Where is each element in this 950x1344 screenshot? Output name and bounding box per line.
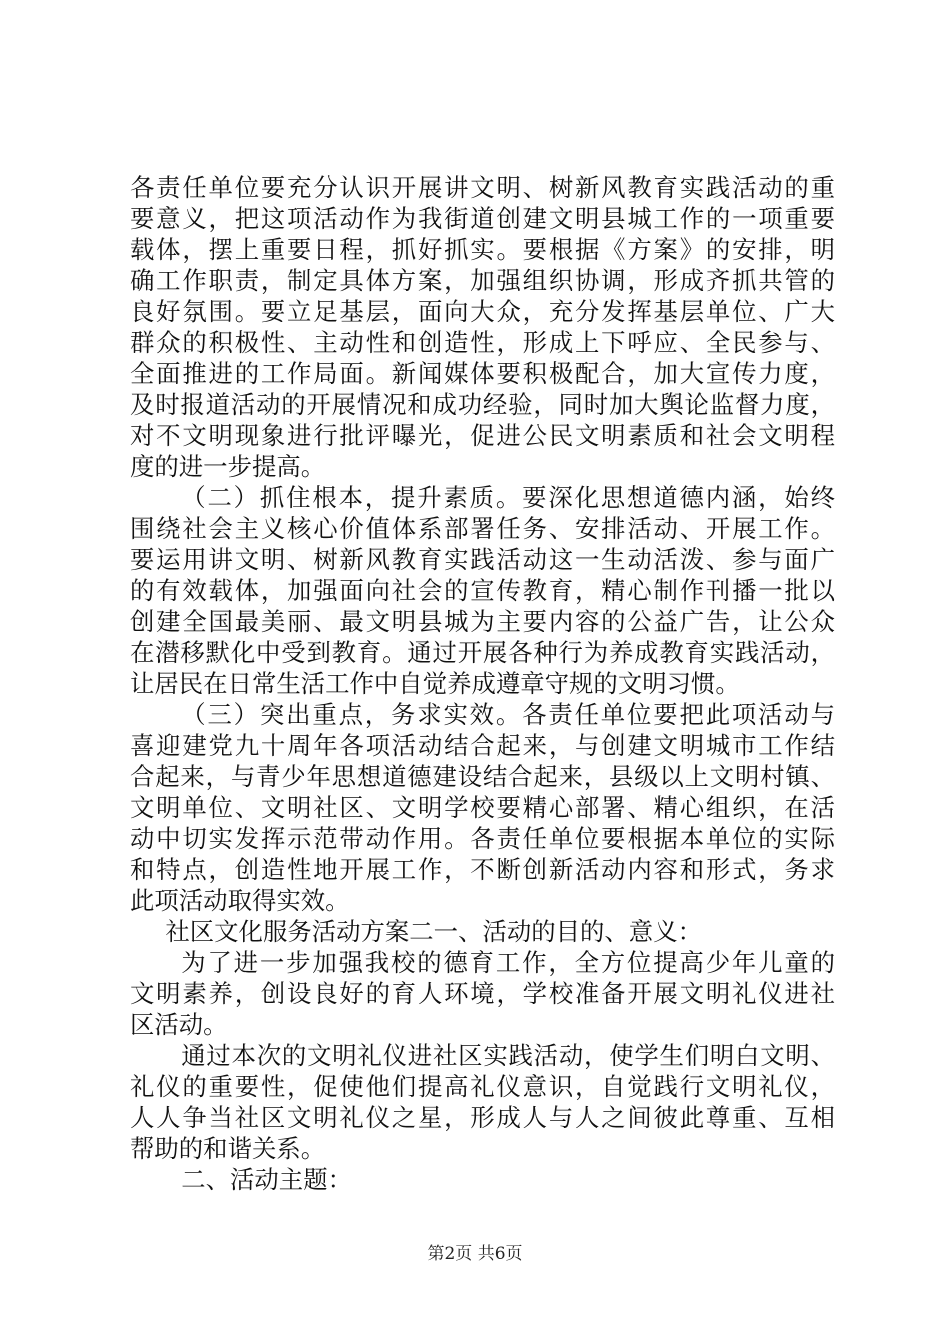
paragraph-line: （二）抓住根本，提升素质。要深化思想道德内涵，始终 <box>181 483 835 512</box>
paragraph-line: （三）突出重点，务求实效。各责任单位要把此项活动与 <box>181 700 835 729</box>
paragraph-line: 合起来，与青少年思想道德建设结合起来，县级以上文明村镇、 <box>130 762 835 791</box>
paragraph-line: 和特点，创造性地开展工作，不断创新活动内容和形式，务求 <box>130 855 835 884</box>
paragraph-line: 全面推进的工作局面。新闻媒体要积极配合，加大宣传力度， <box>130 359 835 388</box>
paragraph-line: 良好氛围。要立足基层，面向大众，充分发挥基层单位、广大 <box>130 297 835 326</box>
paragraph-line: 二、活动主题： <box>181 1165 352 1194</box>
paragraph-line: 在潜移默化中受到教育。通过开展各种行为养成教育实践活动， <box>130 638 835 667</box>
page-footer: 第2页 共6页 <box>427 1244 523 1264</box>
paragraph-line: 文明单位、文明社区、文明学校要精心部署、精心组织，在活 <box>130 793 835 822</box>
paragraph-line: 群众的积极性、主动性和创造性，形成上下呼应、全民参与、 <box>130 328 835 357</box>
paragraph-line: 及时报道活动的开展情况和成功经验，同时加大舆论监督力度， <box>130 390 835 419</box>
paragraph-line: 确工作职责，制定具体方案，加强组织协调，形成齐抓共管的 <box>130 266 835 295</box>
paragraph-line: 对不文明现象进行批评曝光，促进公民文明素质和社会文明程 <box>130 421 835 450</box>
paragraph-line: 为了进一步加强我校的德育工作，全方位提高少年儿童的 <box>181 948 835 977</box>
paragraph-line: 人人争当社区文明礼仪之星，形成人与人之间彼此尊重、互相 <box>130 1103 835 1132</box>
paragraph-line: 区活动。 <box>130 1010 228 1039</box>
paragraph-line: 此项活动取得实效。 <box>130 886 350 915</box>
document-body <box>130 172 835 1195</box>
paragraph-line: 度的进一步提高。 <box>130 452 326 481</box>
paragraph-line: 的有效载体，加强面向社会的宣传教育，精心制作刊播一批以 <box>130 576 835 605</box>
paragraph-line: 帮助的和谐关系。 <box>130 1134 326 1163</box>
paragraph-line: 围绕社会主义核心价值体系部署任务、安排活动、开展工作。 <box>130 514 835 543</box>
paragraph-line: 喜迎建党九十周年各项活动结合起来，与创建文明城市工作结 <box>130 731 835 760</box>
paragraph-line: 载体，摆上重要日程，抓好抓实。要根据《方案》的安排，明 <box>130 235 835 264</box>
paragraph-line: 各责任单位要充分认识开展讲文明、树新风教育实践活动的重 <box>130 173 835 202</box>
paragraph-line: 动中切实发挥示范带动作用。各责任单位要根据本单位的实际 <box>130 824 835 853</box>
paragraph-line: 礼仪的重要性，促使他们提高礼仪意识，自觉践行文明礼仪， <box>130 1072 835 1101</box>
paragraph-line: 让居民在日常生活工作中自觉养成遵章守规的文明习惯。 <box>130 669 740 698</box>
paragraph-line: 要意义，把这项活动作为我街道创建文明县城工作的一项重要 <box>130 204 835 233</box>
paragraph-line: 创建全国最美丽、最文明县城为主要内容的公益广告，让公众 <box>130 607 835 636</box>
paragraph-line: 社区文化服务活动方案二一、活动的目的、意义： <box>165 917 702 946</box>
paragraph-line: 通过本次的文明礼仪进社区实践活动，使学生们明白文明、 <box>181 1041 835 1070</box>
paragraph-line: 要运用讲文明、树新风教育实践活动这一生动活泼、参与面广 <box>130 545 835 574</box>
paragraph-line: 文明素养，创设良好的育人环境，学校准备开展文明礼仪进社 <box>130 979 835 1008</box>
